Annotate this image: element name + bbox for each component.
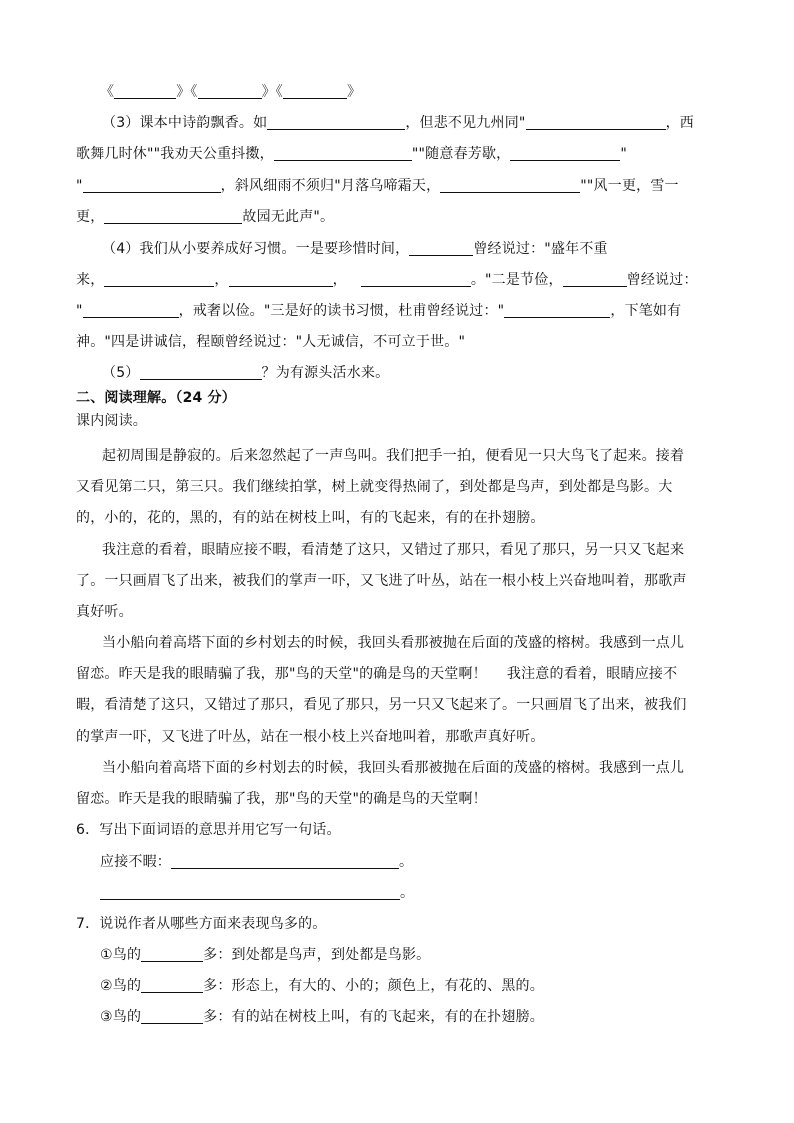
q4-line-1 <box>102 234 742 264</box>
passage-line: 留恋。昨天是我的眼睛骗了我，那"鸟的天堂"的确是鸟的天堂啊！ <box>76 791 487 807</box>
answer-blank[interactable] <box>141 1007 203 1024</box>
text: 《 <box>100 84 115 100</box>
q2-book-title-line <box>100 77 740 107</box>
q3-line-3 <box>76 171 716 201</box>
text: " <box>76 178 83 194</box>
section-subheading: 课内阅读。 <box>76 413 147 429</box>
answer-blank[interactable] <box>361 270 471 287</box>
answer-blank[interactable] <box>171 852 399 869</box>
passage-line: 我注意的看着，眼睛应接不暇，看清楚了这只，又错过了那只，看见了那只，另一只又飞起来 <box>102 542 685 558</box>
text: ？为有源头活水来。 <box>261 365 390 381</box>
text: " <box>76 303 83 319</box>
text: ， <box>214 272 229 288</box>
q3-line-1 <box>102 108 742 138</box>
answer-blank[interactable] <box>104 270 214 287</box>
text: ，斜风细雨不须归"月落乌啼霜天， <box>220 178 441 194</box>
text: 。 <box>400 885 415 901</box>
text: ②鸟的 <box>100 978 142 994</box>
text: ①鸟的 <box>100 947 142 963</box>
answer-blank[interactable] <box>140 363 262 380</box>
answer-blank[interactable] <box>229 270 333 287</box>
text: 来， <box>76 272 105 288</box>
answer-blank[interactable] <box>563 270 627 287</box>
q6-stem: 6．写出下面词语的意思并用它写一句话。 <box>76 822 341 838</box>
answer-blank[interactable] <box>283 82 347 99</box>
text: ""随意春芳歇， <box>411 146 511 162</box>
answer-blank[interactable] <box>100 883 400 900</box>
answer-blank[interactable] <box>198 82 262 99</box>
passage-line: 当小船向着高塔下面的乡村划去的时候，我回头看那被抛在后面的茂盛的榕树。我感到一点儿 <box>102 760 685 776</box>
text: 》 <box>347 84 362 100</box>
passage-line: 暇，看清楚了这只，又错过了那只，看见了那只，另一只又飞起来了。一只画眉飞了出来，被我们 <box>76 697 687 713</box>
text: 多：有的站在树枝上叫，有的飞起来，有的在扑翅膀。 <box>203 1009 544 1025</box>
text: 多：形态上，有大的、小的；颜色上，有花的、黑的。 <box>203 978 544 994</box>
q7-item-2 <box>100 971 740 1001</box>
q4-line-4 <box>76 327 716 357</box>
text: 歌舞几时休""我劝天公重抖擞， <box>76 146 274 162</box>
text: 神。"四是讲诚信，程颐曾经说过："人无诚信，不可立于世。" <box>76 334 466 350</box>
text: ③鸟的 <box>100 1009 142 1025</box>
text: 。"二是节俭， <box>470 272 563 288</box>
text: 我注意的看着，眼睛应接不 <box>506 666 678 682</box>
text: 》《 <box>176 84 198 100</box>
passage-line: 了。一只画眉飞了出来，被我们的掌声一吓，又飞进了叶丛，站在一根小枝上兴奋地叫着，那歌声 <box>76 573 687 589</box>
answer-blank[interactable] <box>104 207 242 224</box>
text: 曾经说过："盛年不重 <box>473 241 608 257</box>
answer-blank[interactable] <box>526 113 666 130</box>
text: ，但悲不见九州同" <box>405 115 526 131</box>
passage-line: 当小船向着高塔下面的乡村划去的时候，我回头看那被抛在后面的茂盛的榕树。我感到一点儿 <box>102 635 685 651</box>
text: ，下笔如有 <box>610 303 682 319</box>
answer-blank[interactable] <box>440 176 580 193</box>
section-heading: 二、阅读理解。（24 分） <box>76 390 236 406</box>
q6-answer-line-2 <box>100 878 740 908</box>
text: ，西 <box>665 115 694 131</box>
answer-blank[interactable] <box>274 144 412 161</box>
passage-line: 起初周围是静寂的。后来忽然起了一声鸟叫。我们把手一拍，便看见一只大鸟飞了起来。接着 <box>102 448 685 464</box>
text: 留恋。昨天是我的眼睛骗了我，那"鸟的天堂"的确是鸟的天堂啊！ <box>76 666 487 682</box>
q3-line-2 <box>76 139 716 169</box>
answer-blank[interactable] <box>409 239 473 256</box>
text: 多：到处都是鸟声，到处都是鸟影。 <box>203 947 431 963</box>
answer-blank[interactable] <box>267 113 405 130</box>
passage-line: 真好听。 <box>76 604 133 620</box>
text: （4）我们从小要养成好习惯。一是要珍惜时间， <box>102 241 410 257</box>
text: 。 <box>399 854 414 870</box>
passage-line <box>76 659 716 689</box>
text: ， <box>332 272 347 288</box>
answer-blank[interactable] <box>141 945 203 962</box>
text: " <box>620 146 628 162</box>
answer-blank[interactable] <box>504 301 610 318</box>
text: ，戒奢以俭。"三是好的读书习惯，杜甫曾经说过：" <box>178 303 505 319</box>
answer-blank[interactable] <box>83 176 221 193</box>
text: 故园无此声"。 <box>242 209 335 225</box>
text: 》《 <box>261 84 284 100</box>
answer-blank[interactable] <box>114 82 176 99</box>
text: ""风一更，雪一 <box>580 178 679 194</box>
text: 曾经说过： <box>626 272 698 288</box>
q7-item-1 <box>100 940 740 970</box>
q6-answer-line-1 <box>100 847 740 877</box>
text: （3）课本中诗韵飘香。如 <box>102 115 268 131</box>
text: 更， <box>76 209 105 225</box>
answer-blank[interactable] <box>510 144 620 161</box>
passage-line: 又看见第二只，第三只。我们继续拍掌，树上就变得热闹了，到处都是鸟声，到处都是鸟影。大 <box>76 479 673 495</box>
q7-stem: 7．说说作者从哪些方面来表现鸟多的。 <box>76 916 327 932</box>
text: 应接不暇： <box>100 854 171 870</box>
q7-item-3 <box>100 1002 740 1032</box>
answer-blank[interactable] <box>83 301 179 318</box>
text: （5） <box>102 365 140 381</box>
passage-line: 的，小的，花的，黑的，有的站在树枝上叫，有的飞起来，有的在扑翅膀。 <box>76 510 545 526</box>
q4-line-2 <box>76 265 716 295</box>
passage-line: 的掌声一吓，又飞进了叶丛，站在一根小枝上兴奋地叫着，那歌声真好听。 <box>76 729 545 745</box>
q3-line-4 <box>76 202 716 232</box>
q4-line-3 <box>76 296 716 326</box>
answer-blank[interactable] <box>141 976 203 993</box>
